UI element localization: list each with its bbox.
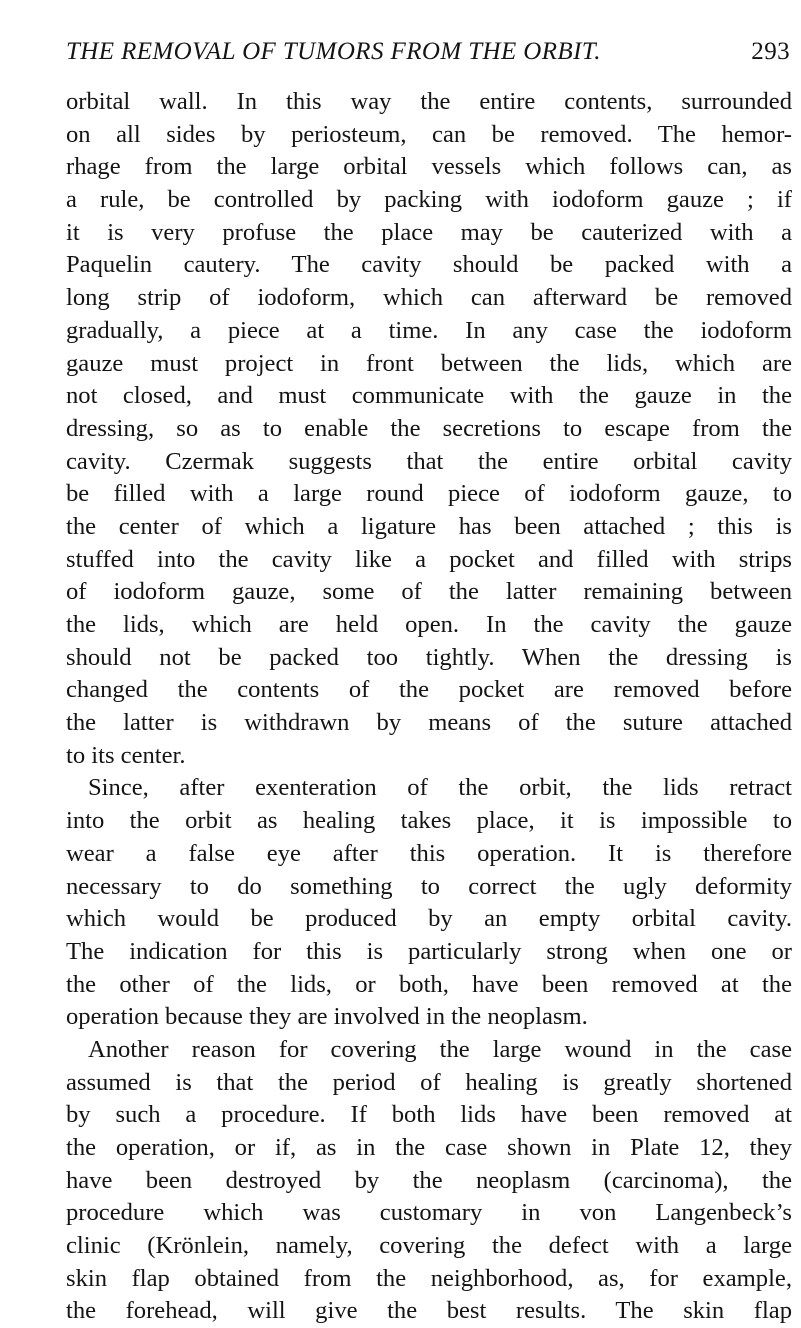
text-line: be filled with a large round piece of iodoform gauze, to xyxy=(66,480,792,508)
text-line: the lids, which are held open. In the cavity the gauze xyxy=(66,611,792,638)
text-line: should not be packed too tightly. When the dressing is xyxy=(66,643,792,671)
text-line: on all sides by periosteum, can be removed. The hemor- xyxy=(66,120,792,148)
text-line: the operation, or if, as in the case shown in Plate 12, they xyxy=(66,1134,792,1161)
text-line: it is very profuse the place may be cauterized with a xyxy=(66,218,792,246)
text-line: The indication for this is particularly strong when one or xyxy=(66,937,792,965)
page-number: 293 xyxy=(751,38,790,65)
text-line: the forehead, will give the best results. The skin flap xyxy=(66,1297,792,1325)
text-line: stuffed into the cavity like a pocket and filled with strips xyxy=(66,545,792,573)
text-line: dressing, so as to enable the secretions to escape from the xyxy=(66,414,792,442)
body-text xyxy=(66,86,792,1328)
text-line: procedure which was customary in von Langenbeck’s xyxy=(66,1199,792,1227)
text-line: not closed, and must communicate with the gauze in the xyxy=(66,382,792,410)
text-line: cavity. Czermak suggests that the entire orbital cavity xyxy=(66,447,792,475)
running-head-title: THE REMOVAL OF TUMORS FROM THE ORBIT. xyxy=(66,38,601,65)
text-line: gradually, a piece at a time. In any case the iodoform xyxy=(66,316,792,344)
text-line: long strip of iodoform, which can afterward be removed xyxy=(66,284,792,312)
text-line: the latter is withdrawn by means of the suture attached xyxy=(66,709,792,737)
text-line: orbital wall. In this way the entire contents, surrounded xyxy=(66,88,792,115)
text-line: wear a false eye after this operation. It is therefore xyxy=(66,839,792,867)
text-line: into the orbit as healing takes place, it is impossible to xyxy=(66,807,792,835)
text-line: a rule, be controlled by packing with iodoform gauze ; if xyxy=(66,186,792,214)
text-line: clinic (Krönlein, namely, covering the defect with a large xyxy=(66,1232,792,1260)
text-line: the other of the lids, or both, have been removed at the xyxy=(66,970,792,998)
text-line: by such a procedure. If both lids have been removed at xyxy=(66,1101,792,1129)
text-line: necessary to do something to correct the ugly deformity xyxy=(66,872,792,900)
text-line: Another reason for covering the large wound in the case xyxy=(88,1035,792,1063)
text-line: which would be produced by an empty orbital cavity. xyxy=(66,905,792,933)
text-line: of iodoform gauze, some of the latter remaining between xyxy=(66,578,792,606)
text-line: rhage from the large orbital vessels which follows can, as xyxy=(66,153,792,181)
text-line: Paquelin cautery. The cavity should be packed with a xyxy=(66,251,792,279)
text-line: the center of which a ligature has been attached ; this is xyxy=(66,512,792,540)
text-line: have been destroyed by the neoplasm (carcinoma), the xyxy=(66,1166,792,1194)
text-line: operation because they are involved in the neoplasm. xyxy=(66,1003,588,1031)
text-line: assumed is that the period of healing is greatly shortened xyxy=(66,1068,792,1096)
running-head xyxy=(66,38,790,70)
text-line: skin flap obtained from the neighborhood, as, for example, xyxy=(66,1264,792,1292)
text-line: changed the contents of the pocket are removed before xyxy=(66,676,792,704)
text-line: Since, after exenteration of the orbit, the lids retract xyxy=(88,774,792,802)
text-line: gauze must project in front between the lids, which are xyxy=(66,349,792,377)
text-line: to its center. xyxy=(66,741,186,769)
